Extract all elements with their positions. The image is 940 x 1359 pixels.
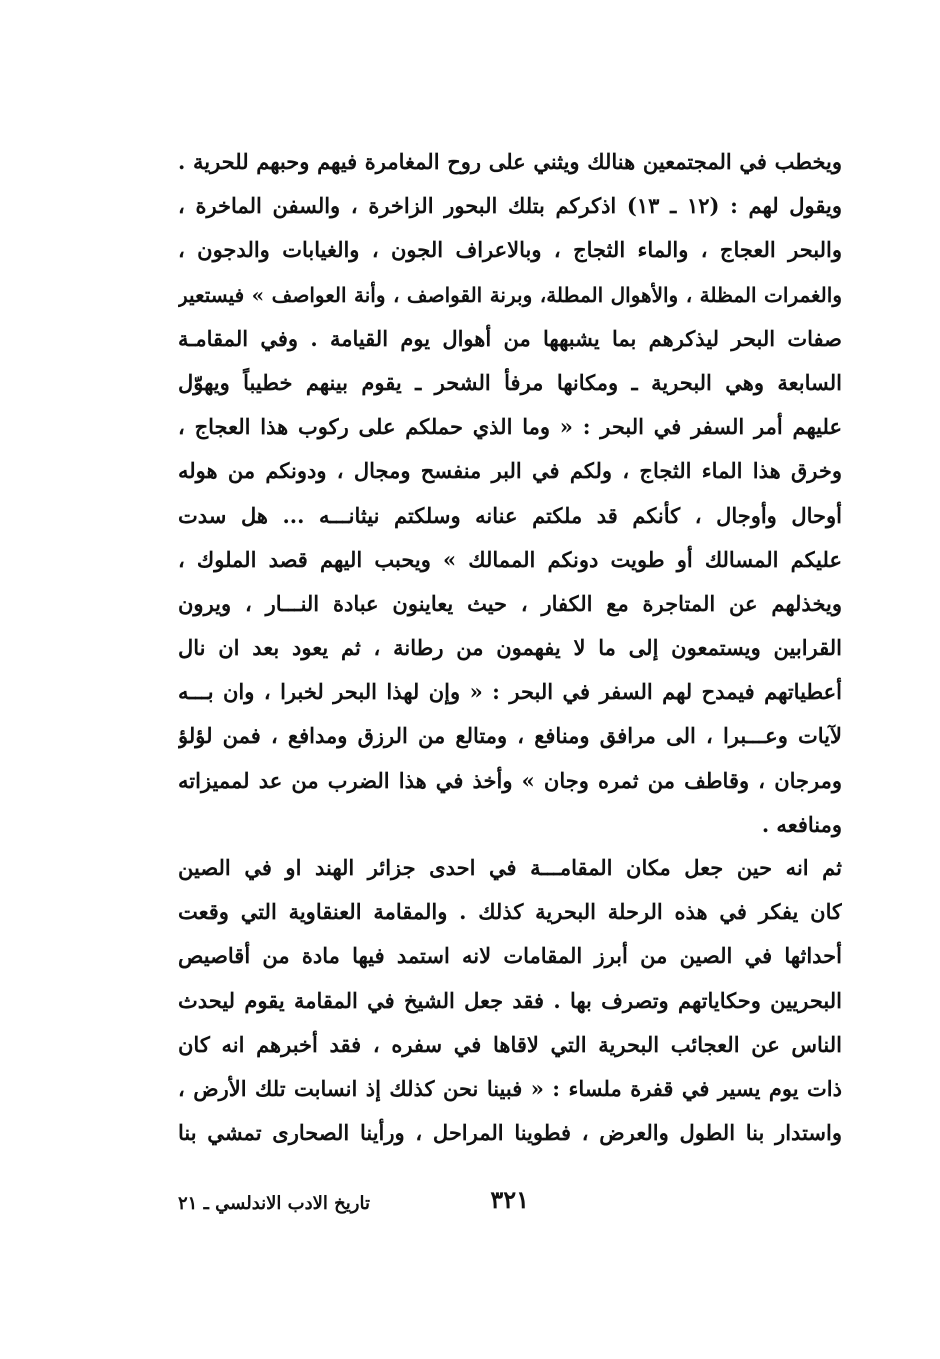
text-line: وخرق هذا الماء الثجاج ، ولكم في البر منفسح ومجال ، ودونكم من هوله <box>178 458 842 484</box>
text-line: صفات البحر ليذكرهم بما يشبهها من أهوال يوم القيامة . وفي المقامـة <box>178 325 842 351</box>
text-line: أحداثها في الصين من أبرز المقامات لانه استمد فيها مادة من أقاصيص <box>178 943 842 969</box>
text-line: لآيات وعـــبرا ، الى مرافق ومنافع ، ومتالع من الرزق ومدافع ، فمن لؤلؤ <box>178 723 842 749</box>
paragraph-1 <box>178 140 842 847</box>
text-line: والغمرات المظلة ، والأهوال المطلة، وبرنة القواصف ، وأنة العواصف » فيستعير <box>178 282 842 307</box>
page-number: ٣٢١ <box>490 1185 529 1214</box>
text-line: ذات يوم يسير في قفرة ملساء : « فبينا نحن كذلك إذ انسابت تلك الأرض ، <box>178 1075 842 1101</box>
text-line: كان يفكر في هذه الرحلة البحرية كذلك . والمقامة العنقاوية التي وقعت <box>178 899 842 925</box>
text-line: أعطياتهم فيمدح لهم السفر في البحر : « وإن لهذا البحر لخبرا ، وان بـــه <box>178 679 842 705</box>
text-line: السابعة وهي البحرية ـ ومكانها مرفأ الشحر ـ يقوم بينهم خطيباً ويهوّل <box>178 369 842 395</box>
text-line: واستدار بنا الطول والعرض ، فطوينا المراحل ، ورأينا الصحارى تمشي بنا <box>178 1120 842 1146</box>
running-footer: تاريخ الادب الاندلسي ـ ٢١ <box>178 1193 370 1214</box>
text-line: ثم انه حين جعل مكان المقامـــة في احدى جزائر الهند او في الصين <box>178 855 842 880</box>
paragraph-2 <box>178 846 842 1155</box>
text-line: عليكم المسالك أو طويت دونكم الممالك » ويحبب اليهم قصد الملوك ، <box>178 546 842 572</box>
text-line: البحريين وحكاياتهم وتصرف بها . فقد جعل الشيخ في المقامة يقوم ليحدث <box>178 987 842 1013</box>
text-line: أوحال وأوجال ، كأنكم قد ملكتم عنانه وسلكتم نيثانـــه ... هل سدت <box>178 502 842 528</box>
text-line: ومرجان ، وقاطف من ثمره وجان » وأخذ في هذا الضرب من عد لممیزاته <box>178 767 842 793</box>
text-line: القرابين ويستمعون إلى ما لا يفهمون من رطانة ، ثم يعود بعد ان نال <box>178 635 842 661</box>
text-line: عليهم أمر السفر في البحر : « وما الذي حملكم على ركوب هذا العجاج ، <box>178 414 842 440</box>
text-line: ويخطب في المجتمعين هنالك ويثني على روح المغامرة فيهم وحبهم للحرية . <box>178 149 842 174</box>
text-line: ويخذلهم عن المتاجرة مع الكفار ، حيث يعاينون عبادة النـــار ، ويرون <box>178 590 842 616</box>
text-line: والبحر العجاج ، والماء الثجاج ، وبالاعراف الجون ، والغيابات والدجون ، <box>178 237 842 263</box>
text-line: الناس عن العجائب البحرية التي لاقاها في سفره ، فقد أخبرهم انه كان <box>178 1031 842 1057</box>
page-footer <box>178 1180 842 1220</box>
text-line: ويقول لهم : (١٢ ـ ١٣) اذكركم بتلك البحور الزاخرة ، والسفن الماخرة ، <box>178 193 842 219</box>
text-line: ومنافعه . <box>761 811 842 837</box>
